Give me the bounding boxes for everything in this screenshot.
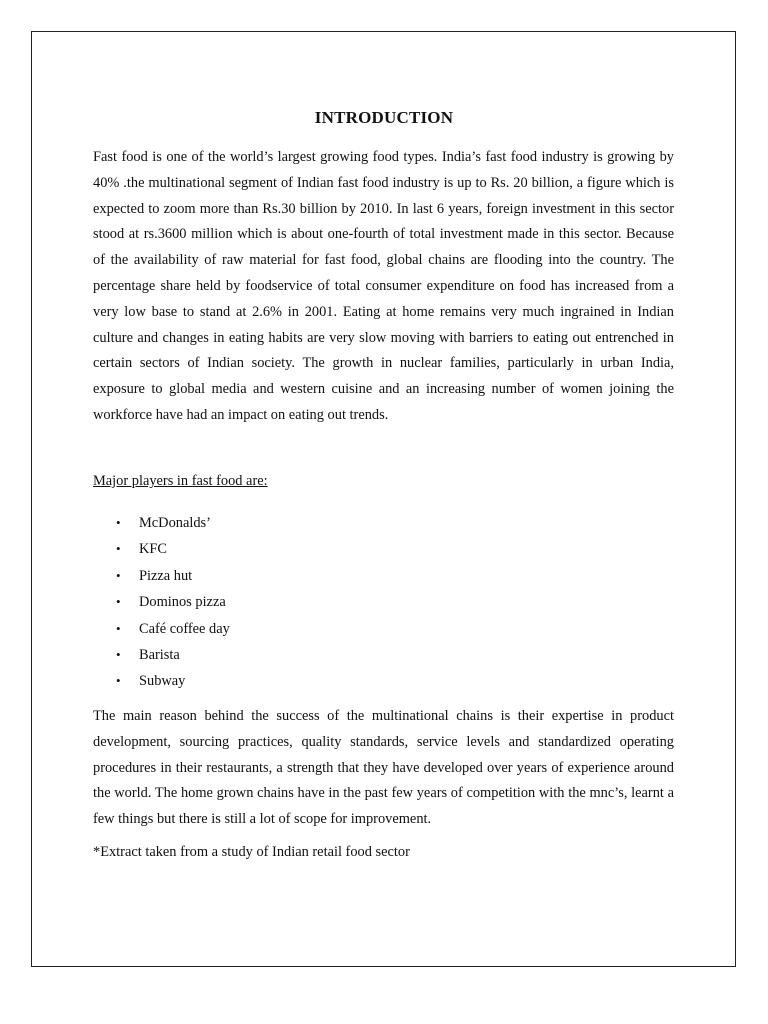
list-item (93, 536, 230, 562)
reason-paragraph: The main reason behind the success of the multinational chains is their expertise in product development, sourcing practices, quality standards, service levels and standardized operating procedures in their restaurants, a strength that they have developed over years of experience around the world. The home grown chains have in the past few years of competition with the mnc’s, learnt a few things but there is still a lot of scope for improvement. (93, 708, 674, 828)
bullet-icon: • (116, 673, 121, 689)
bullet-icon: • (116, 594, 121, 610)
bullet-icon: • (116, 541, 121, 557)
list-item (93, 510, 230, 536)
list-item (93, 589, 230, 615)
bullet-icon: • (116, 515, 121, 530)
player-name: Dominos pizza (139, 594, 226, 611)
players-list (93, 510, 230, 695)
intro-paragraph: Fast food is one of the world’s largest growing food types. India’s fast food industry is growing by 40% .the multinational segment of Indian fast food industry is up to Rs. 20 billion, a figure which is expected to zoom more than Rs.30 billion by 2010. In last 6 years, foreign investment in this sector stood at rs.3600 million which is about one-fourth of total investment made in this sector. Because of the availability of raw material for fast food, global chains are flooding into the country. The percentage share held by foodservice of total consumer expenditure on food has increased from a very low base to stand at 2.6% in 2001. Eating at home remains very much ingrained in Indian culture and changes in eating habits are very slow moving with barriers to eating out entrenched in certain sectors of Indian society. The growth in nuclear families, particularly in urban India, exposure to global media and western cuisine and an increasing number of women joining the workforce have had an impact on eating out trends. (93, 149, 674, 423)
player-name: KFC (139, 541, 167, 558)
list-item (93, 642, 230, 668)
bullet-icon: • (116, 567, 121, 583)
list-item (93, 668, 230, 694)
player-name: Subway (139, 673, 186, 690)
bullet-icon: • (116, 646, 121, 662)
player-name: Café coffee day (139, 620, 230, 637)
player-name: McDonalds’ (139, 515, 211, 531)
bullet-icon: • (116, 620, 121, 636)
player-name: Barista (139, 646, 180, 663)
list-item (93, 563, 230, 589)
list-item (93, 616, 230, 642)
page-title: INTRODUCTION (314, 108, 454, 128)
footnote: *Extract taken from a study of Indian retail food sector (93, 844, 410, 860)
players-heading: Major players in fast food are: (93, 473, 268, 489)
player-name: Pizza hut (139, 567, 193, 584)
